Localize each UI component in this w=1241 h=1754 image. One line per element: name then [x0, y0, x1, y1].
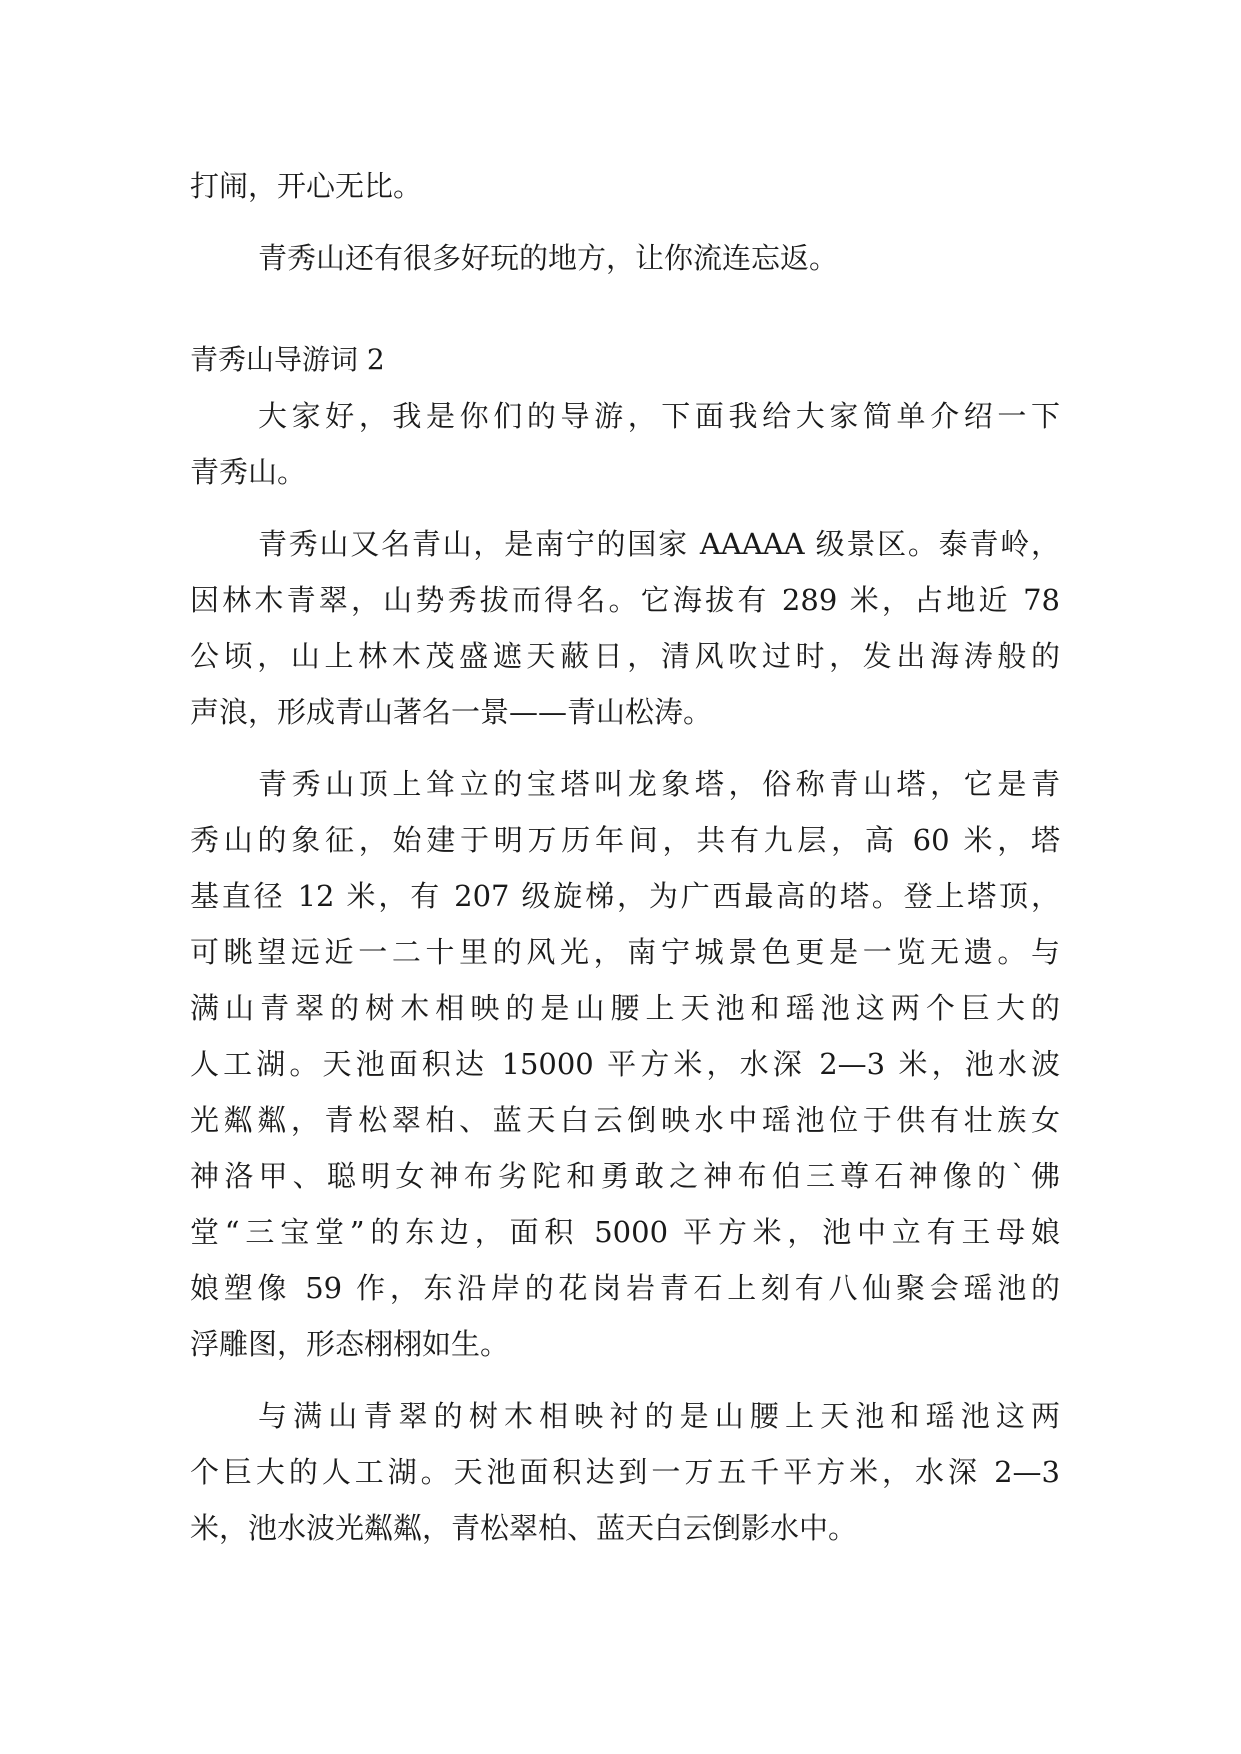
paragraph-line: 秀山的象征，始建于明万历年间，共有九层，高 60 米，塔 — [190, 823, 1060, 857]
paragraph-line: 与满山青翠的树木相映衬的是山腰上天池和瑶池这两 — [258, 1399, 1060, 1433]
paragraph-line: 公顷，山上林木茂盛遮天蔽日，清风吹过时，发出海涛般的 — [190, 639, 1060, 673]
paragraph-line: 因林木青翠，山势秀拔而得名。它海拔有 289 米，占地近 78 — [190, 583, 1060, 617]
paragraph-line: 堂“三宝堂”的东边，面积 5000 平方米，池中立有王母娘 — [190, 1215, 1060, 1249]
paragraph-line: 光粼粼，青松翠柏、蓝天白云倒映水中瑶池位于供有壮族女 — [190, 1103, 1060, 1137]
paragraph-line: 大家好，我是你们的导游，下面我给大家简单介绍一下 — [258, 399, 1060, 433]
paragraph-line: 满山青翠的树木相映的是山腰上天池和瑶池这两个巨大的 — [190, 991, 1060, 1025]
section-heading: 青秀山导游词 2 — [190, 343, 385, 376]
paragraph-line: 声浪，形成青山著名一景——青山松涛。 — [190, 695, 713, 729]
paragraph-line: 基直径 12 米，有 207 级旋梯，为广西最高的塔。登上塔顶， — [190, 879, 1060, 913]
paragraph-line: 娘塑像 59 作，东沿岸的花岗岩青石上刻有八仙聚会瑶池的 — [190, 1271, 1060, 1305]
paragraph-line: 米，池水波光粼粼，青松翠柏、蓝天白云倒影水中。 — [190, 1511, 858, 1545]
paragraph-line: 打闹，开心无比。 — [190, 169, 423, 203]
paragraph-line: 青秀山还有很多好玩的地方，让你流连忘返。 — [258, 241, 839, 275]
paragraph-line: 浮雕图，形态栩栩如生。 — [190, 1327, 510, 1361]
paragraph-line: 人工湖。天池面积达 15000 平方米，水深 2—3 米，池水波 — [190, 1047, 1060, 1081]
paragraph-line: 可眺望远近一二十里的风光，南宁城景色更是一览无遗。与 — [190, 935, 1060, 969]
paragraph-line: 青秀山又名青山，是南宁的国家 AAAAA 级景区。泰青岭， — [258, 527, 1060, 561]
paragraph-line: 个巨大的人工湖。天池面积达到一万五千平方米，水深 2—3 — [190, 1455, 1060, 1489]
paragraph-line: 青秀山顶上耸立的宝塔叫龙象塔，俗称青山塔，它是青 — [258, 767, 1060, 801]
paragraph-line: 神洛甲、聪明女神布劣陀和勇敢之神布伯三尊石神像的`佛 — [190, 1159, 1060, 1193]
paragraph-line: 青秀山。 — [190, 455, 307, 489]
